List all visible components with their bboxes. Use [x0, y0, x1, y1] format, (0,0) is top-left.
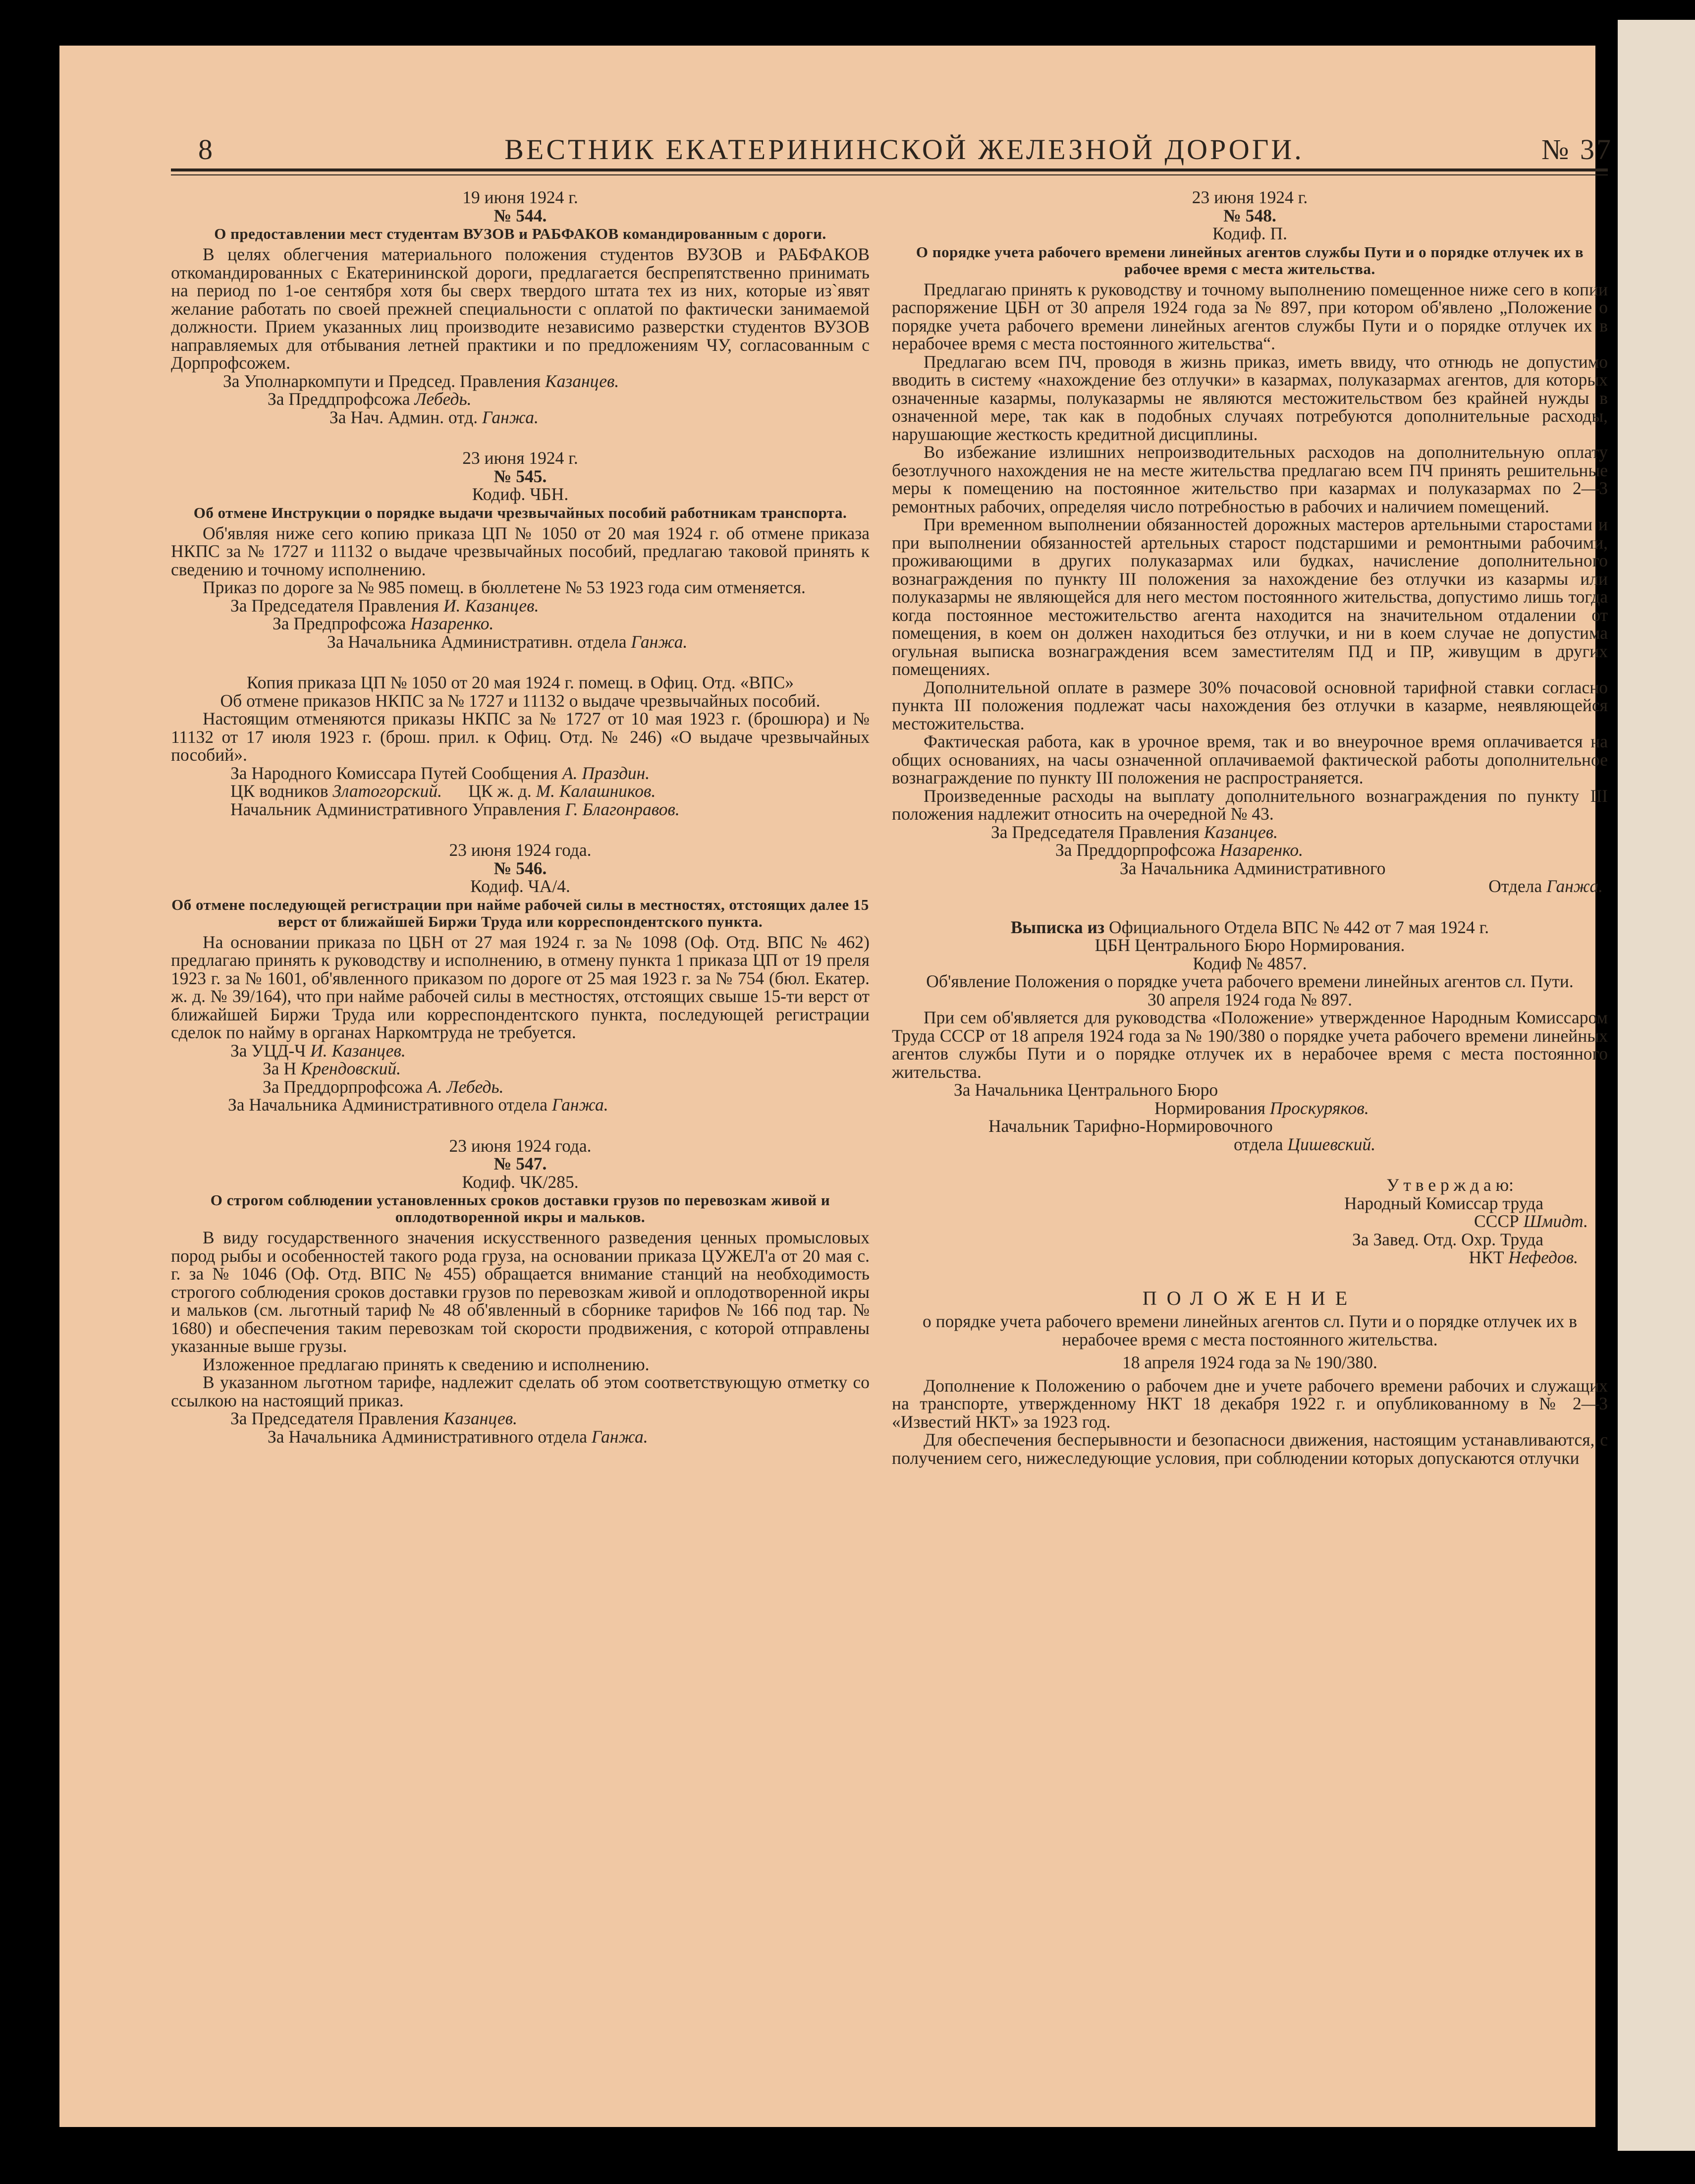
extract-date: 30 апреля 1924 года № 897.: [1148, 989, 1352, 1009]
order-paragraph: Произведенные расходы на выплату дополнительного вознаграждения по пункту III положения надлежит относить на очередной № 43.: [892, 785, 1608, 824]
regulation-paragraph: Дополнение к Положению о рабочем дне и учете рабочего времени рабочих и служащих на транспорте, утвержденному НКТ 18 декабря 1922 г. и опубликованному в № 2—3 «Известий НКТ» за 1923 год.: [892, 1375, 1608, 1432]
order-paragraph: Об'являя ниже сего копию приказа ЦП № 1050 от 20 мая 1924 г. об отмене приказа НКПС за № 1727 и 11132 о выдаче чрезвычайных пособий, предлагаю таковой принять к сведению и точному исполнению.: [171, 523, 870, 579]
right-column: [892, 188, 1608, 1490]
approval-line: За Завед. Отд. Охр. Труда: [1352, 1229, 1543, 1249]
order-heading: О строгом соблюдении установленных сроков доставки грузов по перевозкам живой и оплодотворенной икры и мальков.: [210, 1191, 830, 1226]
order-paragraph: В указанном льготном тарифе, надлежит сделать об этом соответствующую отметку со ссылкою на настоящий приказ.: [171, 1372, 870, 1410]
extract-body: При сем об'является для руководства «Положение» утвержденное Народным Комиссаром Труда СССР от 18 апреля 1924 года за № 190/380 о порядке учета рабочего времени линейных агентов службы Пути и о порядке отлучек их в нерабочее время с места постоянного жительства.: [892, 1008, 1608, 1082]
signature: За Нач. Админ. отд. Ганжа.: [329, 407, 539, 427]
signature: За Преддпрофсожа Лебедь.: [268, 389, 472, 409]
regulation: [892, 1289, 1608, 1467]
copy-body: Настоящим отменяются приказы НКПС за № 1727 от 10 мая 1923 г. (брошюра) и № 11132 от 17 июля 1923 г. (брош. прил. к Офиц. Отд. № 246) «О выдаче чрезвычайных пособий».: [171, 709, 870, 765]
approval-heading: У т в е р ж д а ю:: [1386, 1175, 1514, 1195]
order-codif: Кодиф. П.: [1212, 224, 1287, 243]
order-heading: Об отмене последующей регистрации при найме рабочей силы в местностях, отстоящих далее 15 верст от ближайшей Биржи Труда или корреспондентского пункта.: [171, 896, 869, 930]
order-body: На основании приказа по ЦБН от 27 мая 1924 г. за № 1098 (Оф. Отд. ВПС № 462) предлагаю принять к руководству и исполнению, в отмену пункта 1 приказа ЦП от 19 преля 1923 г. за № 1601, об'явленного приказом по дороге от 25 мая 1923 г. за № 754 (бюл. Екатер. ж. д. № 39/164), что при найме рабочей силы в местностях, отстоящих свыше 15-ти верст от ближайшей Биржи Труда или корреспондентского пункта, последующей регистрации сделок по найму в органах Наркомтруда не требуется.: [171, 932, 870, 1042]
order-heading: Об отмене Инструкции о порядке выдачи чрезвычайных пособий работникам транспорта.: [193, 504, 847, 521]
order-546: [171, 841, 870, 1114]
order-paragraph: Дополнительной оплате в размере 30% почасовой основной тарифной ставки согласно пункта III положения подлежат часы нахождения без отлучки в казарме, неявляющейся местожительства.: [892, 677, 1608, 733]
next-page-edge: [1618, 20, 1695, 2151]
signature: За Начальника Административного отдела Ганжа.: [228, 1095, 608, 1115]
regulation-date: 18 апреля 1924 года за № 190/380.: [1122, 1352, 1377, 1372]
signature: отдела Цишевский.: [1234, 1134, 1376, 1154]
signature: За Народного Комиссара Путей Сообщения А. Праздин.: [230, 763, 650, 783]
extract-codif: Кодиф № 4857.: [1193, 953, 1307, 973]
signature: За Предпрофсожа Назаренко.: [273, 614, 494, 633]
extract-bureau: ЦБН Центрального Бюро Нормирования.: [1094, 935, 1405, 955]
copy-title: Копия приказа ЦП № 1050 от 20 мая 1924 г. помещ. в Офиц. Отд. «ВПС»: [246, 672, 794, 692]
signature: За Начальника Административного отдела Ганжа.: [268, 1426, 648, 1447]
official-extract: [892, 918, 1608, 1154]
signature: За Начальника Центрального Бюро: [954, 1080, 1218, 1100]
order-paragraph: В виду государственного значения искусственного разведения ценных промысловых пород рыбы и особенностей такого рода груза, на основании приказа ЦУЖЕЛ'а от 20 мая с. г. за № 1046 (Оф. Отд. ВПС № 455) обращается внимание станций на необходимость строгого соблюдения сроков доставки грузов по перевозкам живой и оплодотворенной икры и мальков (см. льготный тариф № 48 об'явленный в сборнике тарифов № 166 под тар. № 1680) и обеспечения таким перевозкам той скорости продвижения, с которой отправлены указанные выше грузы.: [171, 1228, 870, 1356]
copy-of-order: [171, 673, 870, 818]
signature: Начальник Административного Управления Г. Благонравов.: [230, 799, 680, 819]
order-paragraph: Изложенное предлагаю принять к сведению и исполнению.: [203, 1354, 650, 1374]
order-codif: Кодиф. ЧК/285.: [462, 1172, 579, 1192]
order-date: 23 июня 1924 года.: [449, 1135, 592, 1156]
order-544: [171, 188, 870, 426]
signature: Нормирования Проскуряков.: [1154, 1098, 1369, 1118]
order-545: [171, 449, 870, 651]
regulation-subtitle: о порядке учета рабочего времени линейных агентов сл. Пути и о порядке отлучек их в нерабочее время с места постоянного жительства.: [923, 1311, 1577, 1349]
order-paragraph: Во избежание излишних непроизводительных расходов на дополнительную оплату безотлучного нахождения не на месте жительства предлагаю всем ПЧ принять решительные меры к помещению на постоянное жительство при казармах и полуказармах по 2—3 ремонтных рабочих, определяя число потребностью в рабочих и наличием помещений.: [892, 442, 1608, 516]
signature: Начальник Тарифно-Нормировочного: [988, 1116, 1273, 1136]
order-548: [892, 188, 1608, 896]
order-heading: О порядке учета рабочего времени линейных агентов службы Пути и о порядке отлучек их в рабочее время с места жительства.: [916, 243, 1584, 278]
order-date: 19 июня 1924 г.: [462, 187, 578, 207]
order-number: № 545.: [493, 466, 547, 486]
signature: Отдела Ганжа.: [1488, 876, 1603, 896]
order-547: [171, 1137, 870, 1446]
order-date: 23 июня 1924 г.: [462, 448, 578, 468]
header-rule: [171, 168, 1608, 171]
order-number: № 547.: [493, 1154, 547, 1174]
regulation-title: ПОЛОЖЕНИЕ: [1142, 1287, 1358, 1309]
order-paragraph: Предлагаю всем ПЧ, проводя в жизнь приказ, иметь ввиду, что отнюдь не допустимо вводить в систему «нахождение без отлучки» в казармах, полуказармах агентов, для которых означенные казармы, полуказармы не являются местожительством без крайней нужды в означенной мере, так как в подобных случаях потребуются дополнительные расходы, нарушающие жесткость кредитной дисциплины.: [892, 351, 1608, 444]
signature: За Преддорпрофсожа Назаренко.: [1055, 840, 1303, 860]
signature: ЦК водников Златогорский. ЦК ж. д. М. Калашников.: [230, 781, 656, 801]
order-number: № 544.: [493, 205, 547, 225]
signature: За Н Крендовский.: [263, 1059, 401, 1078]
signature: За Начальника Административн. отдела Ганжа.: [327, 631, 688, 652]
signature: За Преддорпрофсожа А. Лебедь.: [263, 1076, 504, 1097]
order-number: № 546.: [493, 858, 547, 878]
order-number: № 548.: [1223, 205, 1276, 225]
order-date: 23 июня 1924 года.: [449, 840, 592, 860]
newspaper-title: ВЕСТНИК ЕКАТЕРИНИНСКОЙ ЖЕЛЕЗНОЙ ДОРОГИ.: [504, 133, 1304, 166]
order-paragraph: При временном выполнении обязанностей дорожных мастеров артельными старостами и при выполнении обязанностей артельных старост подстаршими и ремонтными рабочими, проживающими в других полуказармах или будках, начисление дополнительного вознаграждения по пункту III положения за нахождение без отлучки из казармы или полуказармы не являющейся для него местом постоянного жительства, допустимо лишь тогда когда постоянное местожительство агента находится на значительном отдалении от помещения, в коем он должен находиться без отлучки, и ни в коем случае не допустима огульная выписка вознаграждения всем заместителям ПД и ПР, живущим в других помещениях.: [892, 514, 1608, 679]
approval-block: [892, 1176, 1608, 1267]
extract-title: Выписка из Официального Отдела ВПС № 442 от 7 мая 1924 г.: [1010, 917, 1489, 937]
order-date: 23 июня 1924 г.: [1192, 187, 1308, 207]
left-column: [171, 188, 870, 1468]
order-heading: О предоставлении мест студентам ВУЗОВ и РАБФАКОВ командированным с дороги.: [214, 225, 826, 242]
page-header: [111, 133, 1613, 172]
copy-subtitle: Об отмене приказов НКПС за № 1727 и 11132 о выдаче чрезвычайных пособий.: [220, 690, 820, 711]
order-codif: Кодиф. ЧБН.: [472, 484, 569, 504]
signature: За УЦД-Ч И. Казанцев.: [230, 1040, 406, 1061]
order-body: В целях облегчения материального положения студентов ВУЗОВ и РАБФАКОВ откомандированных с Екатерининской дороги, предлагается беспрепятственно принимать на период по 1-ое сентября хотя бы сверх твердого штата тех из них, которые из`явят желание работать по своей прежней специальности с оплатой по фактически занимаемой должности. Прием указанных лиц производите независимо разверстки студентов ВУЗОВ направляемых для отбывания летней практики и по предложениям ЧУ, согласованным с Дорпрофсожем.: [171, 244, 870, 373]
signature: За Уполнаркомпути и Председ. Правления Казанцев.: [223, 371, 619, 391]
header-rule-thin: [171, 174, 1608, 175]
signature: За Председателя Правления Казанцев.: [991, 822, 1278, 842]
issue-number: № 37: [1541, 133, 1613, 166]
regulation-paragraph: Для обеспечения бесперывности и безопасноси движения, настоящим устанавливаются, с получением сего, нижеследующие условия, при соблюдении которых допускаются отлучки: [892, 1430, 1608, 1468]
signature: За Начальника Административного: [1120, 858, 1386, 878]
order-paragraph: Приказ по дороге за № 985 помещ. в бюллетене № 53 1923 года сим отменяется.: [203, 577, 806, 597]
page-number: 8: [198, 133, 215, 166]
signature: За Председателя Правления Казанцев.: [230, 1408, 518, 1428]
approval-line: Народный Комиссар труда: [1344, 1193, 1543, 1213]
order-paragraph: Предлагаю принять к руководству и точному выполнению помещенное ниже сего в копии распоряжение ЦБН от 30 апреля 1924 года за № 897, при котором об'явлено „Положение о порядке учета рабочего времени линейных агентов службы Пути и о порядке отлучек их в нерабочее время с места постоянного жительства“.: [892, 279, 1608, 353]
approval-line: СССР Шмидт.: [1474, 1211, 1588, 1231]
signature: За Председателя Правления И. Казанцев.: [230, 595, 539, 616]
extract-subject: Об'явление Положения о порядке учета рабочего времени линейных агентов сл. Пути.: [926, 971, 1574, 991]
approval-line: НКТ Нефедов.: [1469, 1247, 1578, 1267]
order-codif: Кодиф. ЧА/4.: [470, 876, 570, 896]
order-paragraph: Фактическая работа, как в урочное время, так и во внеурочное время оплачивается на общих основаниях, на часы означенной оплачиваемой фактической работы дополнительное вознаграждение по пункту III положения не распространяется.: [892, 731, 1608, 787]
